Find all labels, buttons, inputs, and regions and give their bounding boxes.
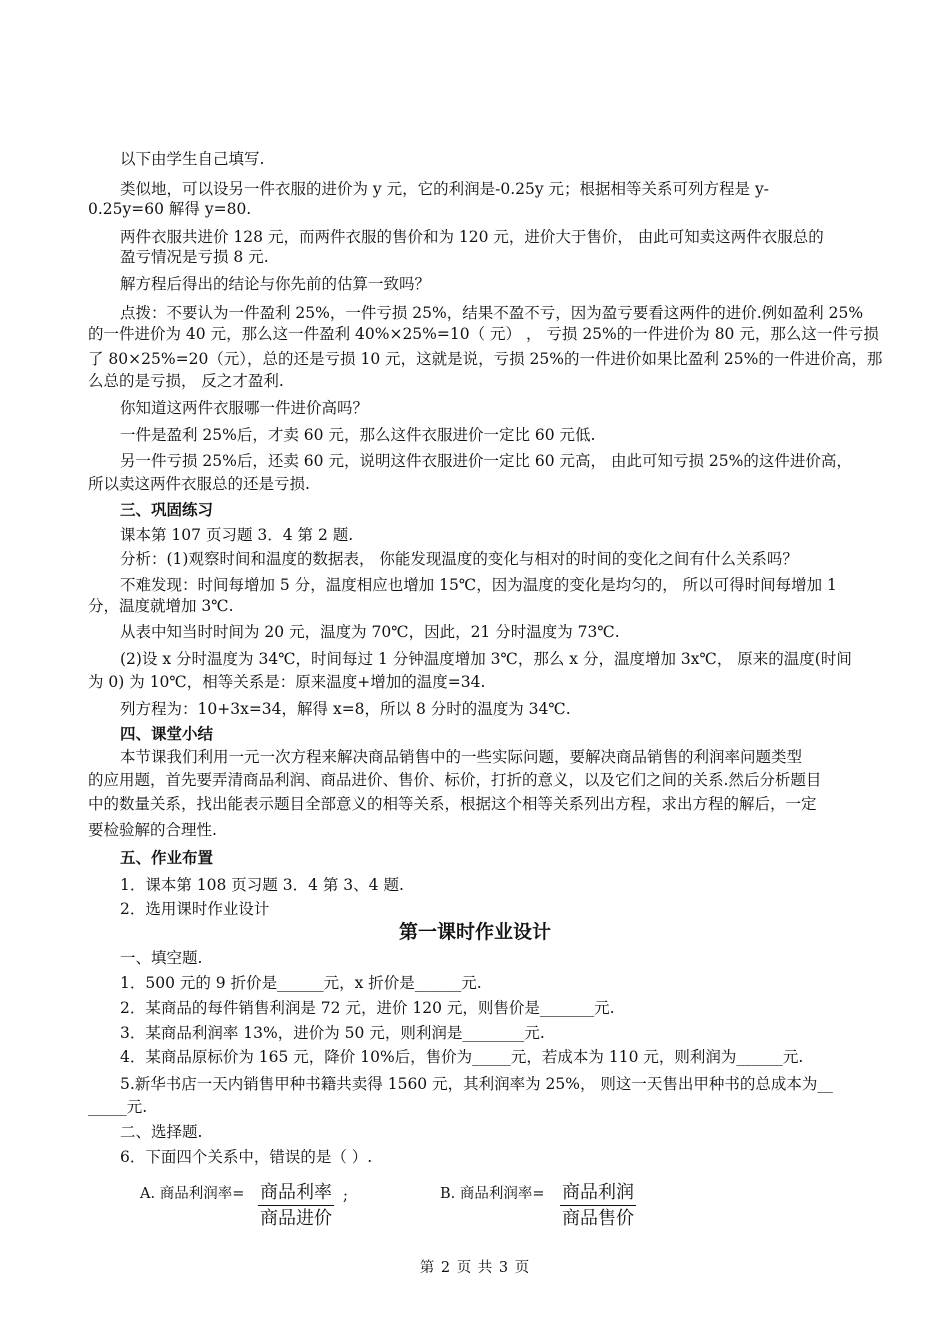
text-line: 分，温度就增加 3℃. — [88, 597, 234, 615]
section-heading: 四、课堂小结 — [120, 724, 214, 743]
text-line: 以下由学生自己填写. — [120, 150, 265, 168]
text-line: 的一件进价为 40 元，那么这一件盈利 40%×25%=10（ 元） ， 亏损 25%的一件进价为 80 元，那么这一件亏损 — [88, 325, 879, 343]
text-line: 的应用题，首先要弄清商品利润、商品进价、售价、标价，打折的意义，以及它们之间的关系.然后分析题目 — [88, 771, 822, 789]
text-line: 点拨：不要认为一件盈利 25%，一件亏损 25%，结果不盈不亏，因为盈亏要看这两件的进价.例如盈利 25% — [120, 304, 864, 322]
text-line: 一件是盈利 25%后，才卖 60 元，那么这件衣服进价一定比 60 元低. — [120, 426, 596, 444]
text-line: 所以卖这两件衣服总的还是亏损. — [88, 475, 310, 493]
text-line: 另一件亏损 25%后，还卖 60 元，说明这件衣服进价一定比 60 元高， 由此可知亏损 25%的这件进价高， — [120, 452, 852, 470]
option-a-denominator: 商品进价 — [260, 1208, 332, 1229]
option-b-label: B. 商品利润率= — [440, 1186, 545, 1202]
exercise-line: 3．某商品利润率 13%，进价为 50 元，则利润是________元. — [120, 1024, 545, 1042]
exercise-line: 1．500 元的 9 折价是______元，x 折价是______元. — [120, 974, 482, 992]
text-line: 盈亏情况是亏损 8 元. — [120, 248, 269, 266]
text-line: 2．选用课时作业设计 — [120, 900, 270, 918]
text-line: 列方程为：10+3x=34，解得 x=8，所以 8 分时的温度为 34℃. — [120, 700, 571, 718]
option-b-numerator: 商品利润 — [560, 1181, 636, 1206]
exercise-line: 5.新华书店一天内销售甲种书籍共卖得 1560 元，其利润率为 25%， 则这一天售出甲种书的总成本为__ — [120, 1075, 833, 1093]
exercise-line: 一、填空题. — [120, 949, 203, 967]
exercise-line: _____元. — [88, 1098, 148, 1116]
section-title: 第一课时作业设计 — [398, 921, 551, 943]
option-a-suffix: ; — [343, 1188, 348, 1204]
section-heading: 五、作业布置 — [120, 848, 214, 867]
text-line: 解方程后得出的结论与你先前的估算一致吗？ — [120, 275, 431, 293]
text-line: (2)设 x 分时温度为 34℃，时间每过 1 分钟温度增加 3℃，那么 x 分，温度增加 3x℃， 原来的温度(时间 — [120, 650, 852, 668]
text-line: 两件衣服共进价 128 元，而两件衣服的售价和为 120 元，进价大于售价， 由此可知卖这两件衣服总的 — [120, 228, 824, 246]
text-line: 中的数量关系，找出能表示题目全部意义的相等关系，根据这个相等关系列出方程，求出方程的解后，一定 — [88, 795, 817, 813]
text-line: 本节课我们利用一元一次方程来解决商品销售中的一些实际问题，要解决商品销售的利润率问题类型 — [120, 748, 803, 766]
option-b-denominator: 商品售价 — [562, 1208, 634, 1229]
text-line: 分析：(1)观察时间和温度的数据表， 你能发现温度的变化与相对的时间的变化之间有什么关系吗？ — [120, 550, 798, 568]
text-line: 课本第 107 页习题 3．4 第 2 题. — [120, 526, 354, 544]
text-line: 从表中知当时时间为 20 元，温度为 70℃，因此，21 分时温度为 73℃. — [120, 623, 620, 641]
section-heading: 三、巩固练习 — [120, 500, 214, 519]
text-line: 不难发现：时间每增加 5 分，温度相应也增加 15℃，因为温度的变化是均匀的， 所以可得时间每增加 1 — [120, 576, 837, 594]
text-line: 类似地，可以设另一件衣服的进价为 y 元，它的利润是-0.25y 元；根据相等关系可列方程是 y- — [120, 180, 769, 198]
option-a-label: A. 商品利润率= — [140, 1186, 245, 1202]
option-a-numerator: 商品利率 — [258, 1181, 334, 1206]
page-footer: 第 2 页 共 3 页 — [419, 1260, 531, 1276]
text-line: 要检验解的合理性. — [88, 821, 217, 839]
exercise-line: 2．某商品的每件销售利润是 72 元，进价 120 元，则售价是_______元. — [120, 999, 615, 1017]
exercise-line: 二、选择题. — [120, 1123, 203, 1141]
text-line: 1．课本第 108 页习题 3．4 第 3、4 题. — [120, 876, 404, 894]
exercise-line: 6．下面四个关系中，错误的是（ ）. — [120, 1148, 373, 1166]
text-line: 你知道这两件衣服哪一件进价高吗？ — [120, 399, 369, 417]
text-line: 么总的是亏损， 反之才盈利. — [88, 372, 284, 390]
option-a-fraction — [258, 1181, 334, 1232]
text-line: 0.25y=60 解得 y=80. — [88, 200, 252, 218]
text-line: 了 80×25%=20（元），总的还是亏损 10 元，这就是说，亏损 25%的一件进价如果比盈利 25%的一件进价高，那 — [88, 350, 883, 368]
option-b-fraction — [560, 1181, 636, 1232]
exercise-line: 4．某商品原标价为 165 元，降价 10%后，售价为_____元，若成本为 110 元，则利润为______元. — [120, 1048, 804, 1066]
text-line: 为 0) 为 10℃，相等关系是：原来温度+增加的温度=34. — [88, 673, 486, 691]
